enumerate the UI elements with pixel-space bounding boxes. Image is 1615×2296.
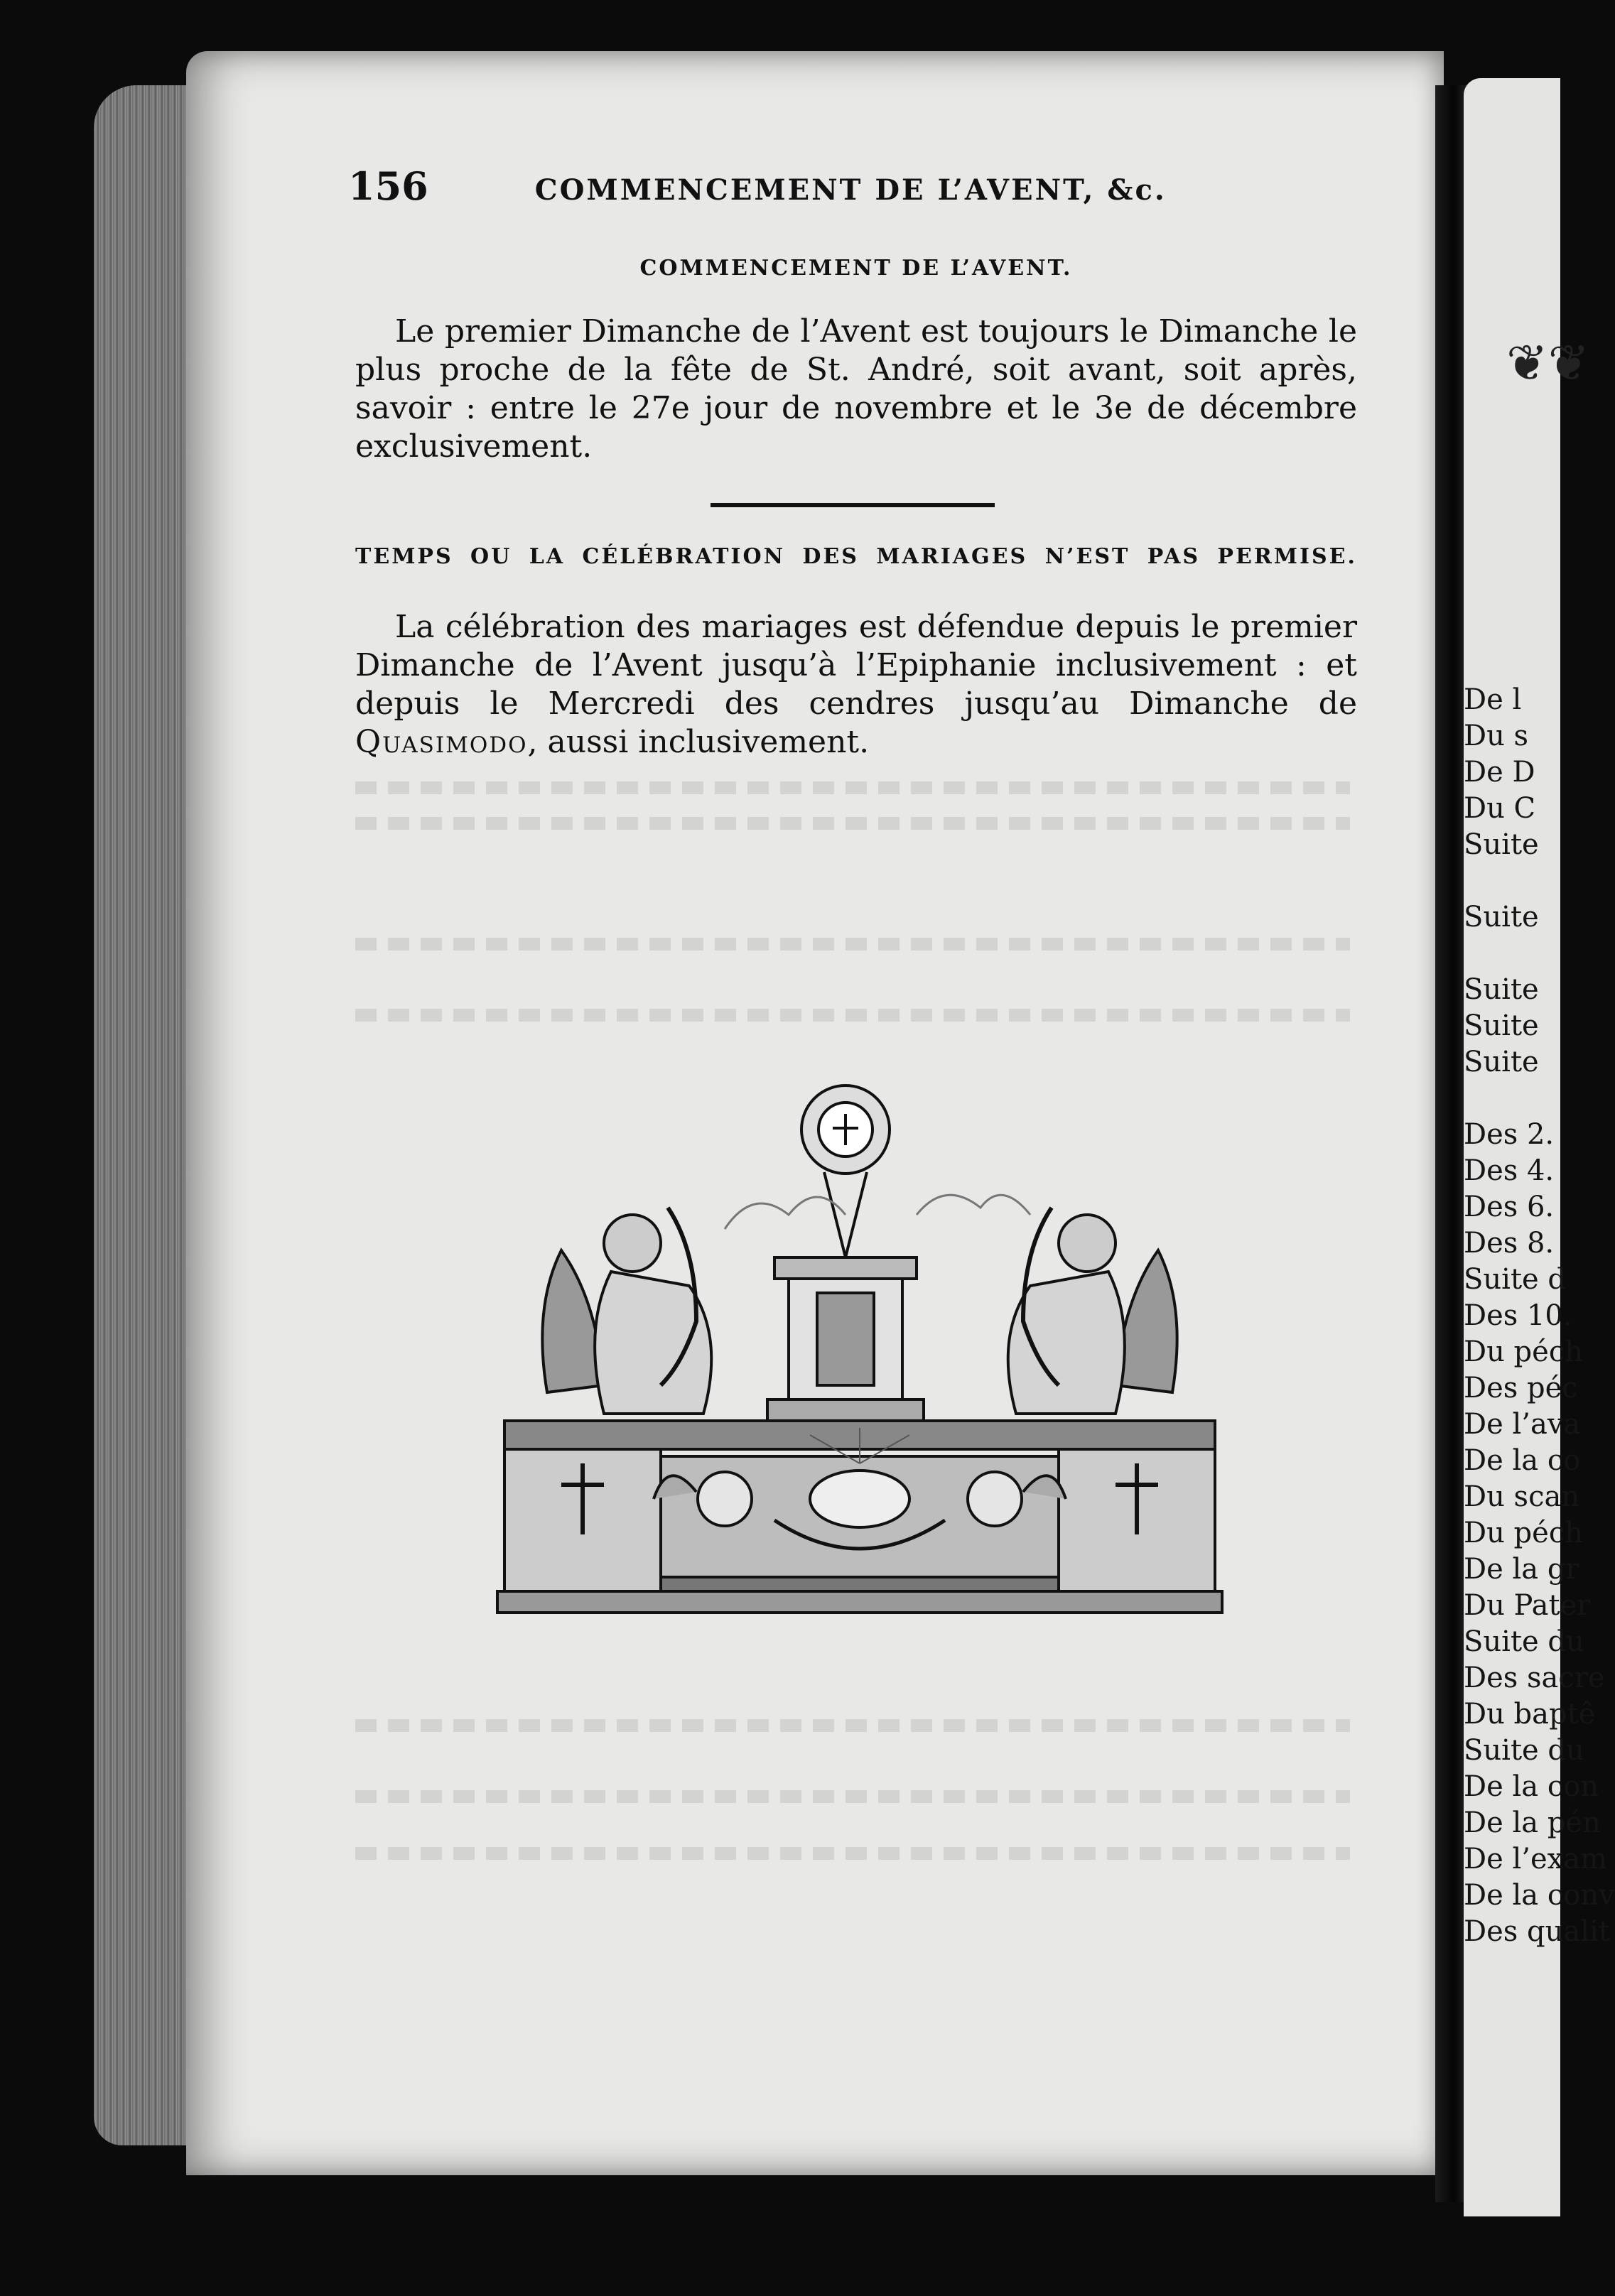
monstrance-icon [801,1085,890,1257]
right-page-line: Des 6. [1464,1191,1555,1223]
bleed-through-text [355,1719,1350,1732]
right-page-line: De la con [1464,1770,1599,1803]
right-page-line: Du Pater [1464,1589,1591,1622]
running-head [348,163,1272,213]
right-page-line: Suite du [1464,1734,1584,1767]
right-page-line: Suite du [1464,1625,1584,1658]
right-page-line: Du péch [1464,1336,1583,1368]
right-page-line: Des 2. [1464,1118,1555,1151]
right-page-line: Suite [1464,901,1539,933]
page-number: 156 [348,163,428,209]
right-page-line: Du s [1464,720,1529,752]
right-page-line: De la co [1464,1444,1581,1477]
section-title-mariages: TEMPS OU LA CÉLÉBRATION DES MARIAGES N’EST PAS PERMISE. [355,544,1357,569]
right-page-line: Suite [1464,973,1539,1006]
section-divider [711,503,995,507]
right-page-line: De l’ava [1464,1408,1581,1441]
right-page-line [1464,1081,1606,1117]
paragraph-avent: Le premier Dimanche de l’Avent est toujours le Dimanche le plus proche de la fête de St. André, soit avant, soit après, savoir : entre le 27e jour de novembre et le 3e de décembre exclusivement. [355,313,1357,465]
right-page-line: Suite [1464,1009,1539,1042]
right-page-line: Suite [1464,1046,1539,1078]
right-page-line: Des 10. [1464,1299,1572,1332]
paragraph-mariages [355,608,1357,762]
right-page-line: Suite [1464,828,1539,861]
right-page-line [1464,863,1606,899]
right-page-line [1464,936,1606,972]
bleed-through-text [355,817,1350,830]
altar-illustration [490,1066,1229,1620]
left-angel-icon [542,1208,711,1414]
right-page-line: De la pén [1464,1807,1601,1839]
right-page-line: De l [1464,683,1522,716]
right-page-line: Suite d [1464,1263,1567,1296]
section-title-avent: COMMENCEMENT DE L’AVENT. [639,256,1073,281]
right-page-line: Des qualit [1464,1915,1610,1948]
right-page-line: Du C [1464,792,1536,825]
running-title: COMMENCEMENT DE L’AVENT, &c. [534,173,1167,207]
right-page-line: Des 4. [1464,1154,1555,1187]
paragraph-mariages-end: , aussi inclusivement. [527,724,870,760]
right-angel-icon [1008,1208,1177,1414]
right-page-line: Du baptê [1464,1698,1596,1731]
bleed-through-text [355,1847,1350,1860]
bleed-through-text [355,1790,1350,1803]
right-page-ornament: ❦❦ [1506,334,1590,392]
right-page-line: De l’exam [1464,1843,1607,1875]
right-page-line: De la conv [1464,1879,1615,1912]
bleed-through-text [355,938,1350,951]
right-page-line: Des péc [1464,1372,1578,1404]
right-page-line: Du péch [1464,1517,1583,1549]
lamb-icon [810,1471,909,1527]
bleed-through-text [355,1009,1350,1022]
right-page [1464,78,1615,2216]
tabernacle-icon [767,1257,924,1421]
right-page-line: De la gr [1464,1553,1579,1586]
right-page-index-lines [1464,682,1615,1950]
right-page-line: Des sacre [1464,1662,1605,1694]
right-page-line: Du scan [1464,1480,1580,1513]
quasimodo-smallcaps: Quasimodo [355,724,528,760]
paragraph-mariages-text: La célébration des mariages est défendue depuis le premier Dimanche de l’Avent jusqu’à l’Epiphanie inclusivement : et depuis le Mercredi des cendres jusqu’au Dimanche de [355,609,1357,722]
right-page-line: Des 8. [1464,1227,1555,1260]
bleed-through-text [355,781,1350,794]
right-page-line: De D [1464,756,1535,789]
